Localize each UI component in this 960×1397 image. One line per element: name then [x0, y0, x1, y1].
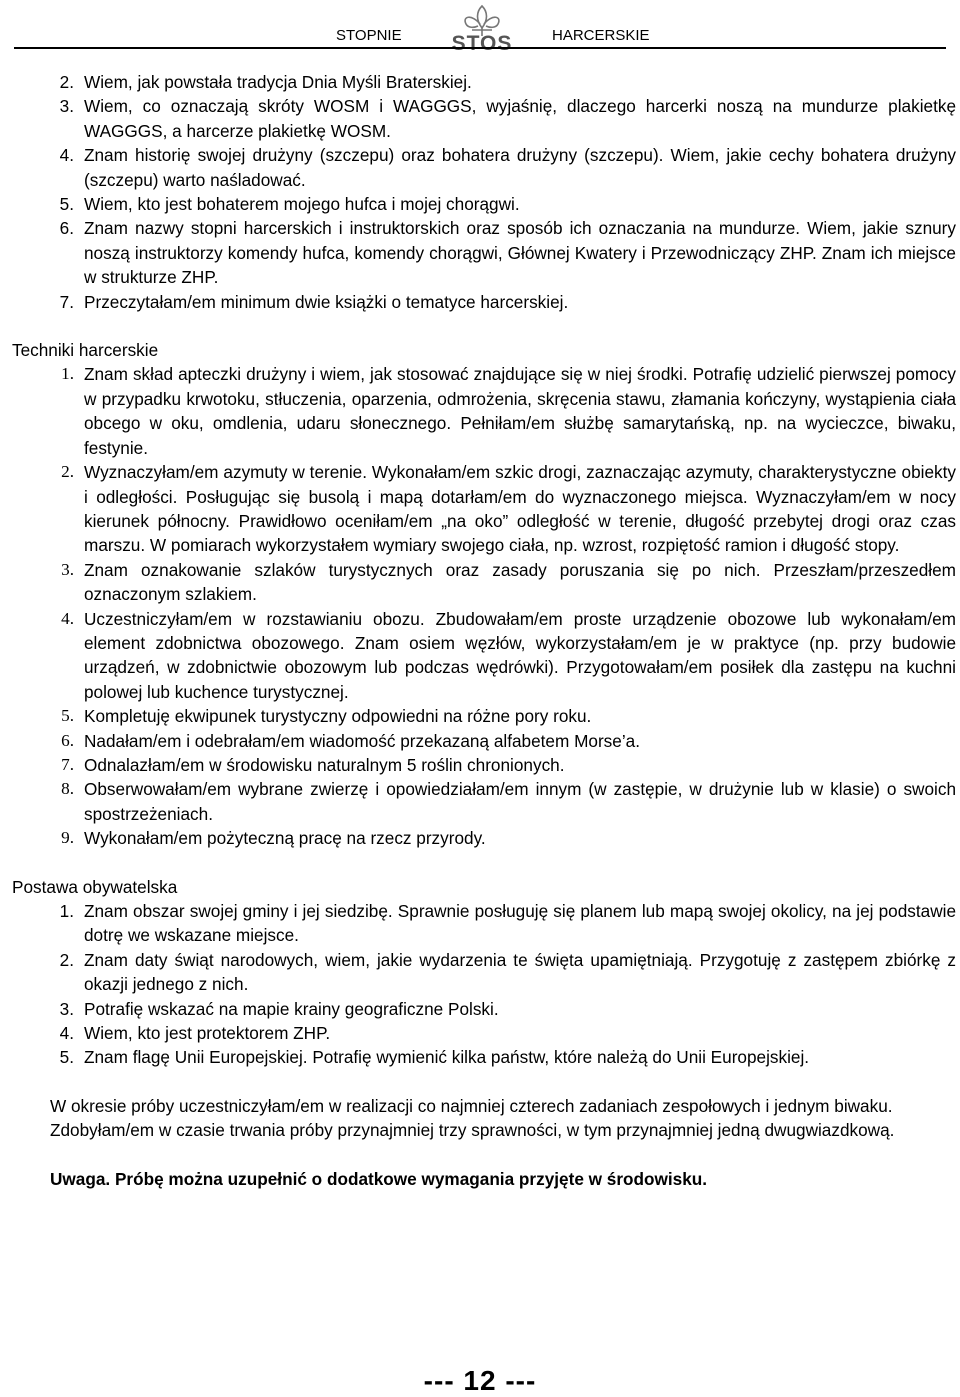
item-number: 1. [61, 364, 74, 384]
section-heading-techniki: Techniki harcerskie [12, 340, 159, 361]
item-text: Znam flagę Unii Europejskiej. Potrafię wymienić kilka państw, które należą do Unii Europejskiej. [84, 1047, 810, 1068]
header-divider [14, 47, 946, 49]
list-item [12, 704, 956, 728]
list-item [12, 70, 956, 94]
item-text: Wiem, jak powstała tradycja Dnia Myśli Braterskiej. [84, 72, 472, 92]
list-item [12, 192, 956, 216]
logo-text: STOS [451, 32, 513, 55]
list-item [12, 899, 956, 948]
list-item [12, 143, 956, 192]
list-item [12, 290, 956, 314]
item-number: 3. [59, 998, 74, 1019]
item-text: Wyznaczyłam/em azymuty w terenie. Wykonałam/em szkic drogi, zaznaczając azymuty, charakterystyczne obiekty i odległości. Posługując się busolą i mapą dotarłam/em do wyznaczonego miejsca. Wyznaczyłam/em w nocy kierunek północny. Prawidłowo oceniłam/em „na oko” odległość w terenie, długość przebytej drogi oraz czas marszu. W pomiarach wykorzystałem wymiary swojego ciała, np. wzrost, rozpiętość ramion i długość stopy. [84, 462, 956, 556]
item-text: Obserwowałam/em wybrane zwierzę i opowiedziałam/em innym (w zastępie, w drużynie lub w klasie) o swoich spostrzeżeniach. [84, 779, 956, 824]
item-number: 5. [59, 194, 74, 215]
item-text: Wykonałam/em pożyteczną pracę na rzecz przyrody. [84, 828, 486, 849]
item-text: Znam skład apteczki drużyny i wiem, jak stosować znajdujące się w niej środki. Potrafię udzielić pierwszej pomocy w przypadku krwotoku, stłuczenia, oparzenia, odmrożenia, skręcenia stawu, złamania kończyny, wystąpienia ciała obcego w oku, omdlenia, udaru słonecznego. Pełniłam/em służbę samarytańską, np. na wycieczce, biwaku, festynie. [84, 364, 956, 458]
item-text: Kompletuję ekwipunek turystyczny odpowiedni na różne pory roku. [84, 706, 592, 727]
item-text: Uczestniczyłam/em w rozstawianiu obozu. Zbudowałam/em proste urządzenie obozowe lub wykonałam/em element zdobnictwa obozowego. Znam osiem węzłów, wykorzystałam/em je w praktyce (np. przy budowie urządzeń, w zdobnictwie obozowym lub podczas wędrówki). Przygotowałam/em posiłek dla zastępu na kuchni polowej lub kuchence turystycznej. [84, 608, 956, 702]
item-number: 1. [59, 901, 74, 921]
item-number: 6. [59, 218, 74, 239]
item-text: Znam nazwy stopni harcerskich i instruktorskich oraz sposób ich oznaczania na mundurze. Wiem, jakie sznury noszą instruktorzy komendy hufca, komendy chorągwi, Głównej Kwatery i Przewodniczący ZHP. Znam ich miejsce w strukturze ZHP. [84, 218, 956, 288]
list-item [12, 460, 956, 558]
list-item [12, 216, 956, 289]
page-content [12, 70, 956, 1191]
item-number: 4. [59, 145, 74, 166]
paragraph-zadania: W okresie próby uczestniczyłam/em w realizacji co najmniej czterech zadaniach zespołowych i jednym biwaku. [50, 1095, 893, 1116]
item-number: 6. [61, 730, 74, 750]
item-text: Znam oznakowanie szlaków turystycznych oraz zasady poruszania się po nich. Przeszłam/przeszedłem oznaczonym szlakiem. [84, 559, 956, 605]
list-item [12, 997, 956, 1021]
list-item [12, 362, 956, 460]
item-number: 9. [61, 828, 74, 848]
item-text: Znam obszar swojej gminy i jej siedzibę. Sprawnie posługuję się planem lub mapą swojej okolicy, na jej podstawie dotrę we wskazane miejsce. [84, 901, 956, 946]
item-text: Wiem, kto jest protektorem ZHP. [84, 1023, 331, 1044]
list-item [12, 1021, 956, 1045]
list-item [12, 948, 956, 997]
list-item [12, 826, 956, 850]
header-left-title: STOPNIE [336, 27, 402, 44]
item-text: Wiem, co oznaczają skróty WOSM i WAGGGS, wyjaśnię, dlaczego harcerki noszą na mundurze plakietkę WAGGGS, a harcerze plakietkę WOSM. [84, 96, 956, 141]
item-text: Wiem, kto jest bohaterem mojego hufca i mojej chorągwi. [84, 194, 520, 215]
item-number: 4. [59, 1023, 74, 1044]
item-text: Nadałam/em i odebrałam/em wiadomość przekazaną alfabetem Morse’a. [84, 730, 640, 751]
item-number: 3. [59, 96, 74, 117]
postawa-list [12, 899, 956, 1070]
list-item [12, 607, 956, 705]
item-number: 2. [59, 949, 74, 970]
item-text: Potrafię wskazać na mapie krainy geograficzne Polski. [84, 998, 499, 1019]
item-number: 3. [61, 559, 74, 579]
section-heading-postawa: Postawa obywatelska [12, 876, 178, 897]
list-item [12, 558, 956, 607]
requirements-list-continued [12, 70, 956, 314]
item-number: 5. [59, 1047, 74, 1068]
paragraph-sprawnosci: Zdobyłam/em w czasie trwania próby przynajmniej trzy sprawności, w tym przynajmniej jedną dwugwiazdkową. [50, 1120, 895, 1141]
list-item [12, 753, 956, 777]
list-item [12, 729, 956, 753]
list-item [12, 1045, 956, 1069]
note-uwaga: Uwaga. Próbę można uzupełnić o dodatkowe wymagania przyjęte w środowisku. [50, 1168, 708, 1189]
item-text: Przeczytałam/em minimum dwie książki o tematyce harcerskiej. [84, 291, 569, 312]
header-right-title: HARCERSKIE [552, 27, 650, 44]
item-number: 7. [61, 754, 74, 774]
item-number: 2. [61, 462, 74, 482]
item-text: Odnalazłam/em w środowisku naturalnym 5 roślin chronionych. [84, 754, 565, 775]
item-number: 8. [61, 779, 74, 799]
item-text: Znam historię swojej drużyny (szczepu) oraz bohatera drużyny (szczepu). Wiem, jakie cechy bohatera drużyny (szczepu) warto naśladować. [84, 145, 956, 190]
techniki-list [12, 362, 956, 850]
item-number: 7. [59, 291, 74, 312]
item-number: 5. [61, 706, 74, 726]
item-number: 2. [59, 72, 74, 92]
item-text: Znam daty świąt narodowych, wiem, jakie wydarzenia te święta upamiętniają. Przygotuję z zastępem zbiórkę z okazji jednego z nich. [84, 949, 956, 995]
item-number: 4. [61, 608, 74, 628]
list-item [12, 94, 956, 143]
page-header [0, 0, 960, 56]
list-item [12, 777, 956, 826]
page-number: --- 12 --- [423, 1365, 537, 1396]
